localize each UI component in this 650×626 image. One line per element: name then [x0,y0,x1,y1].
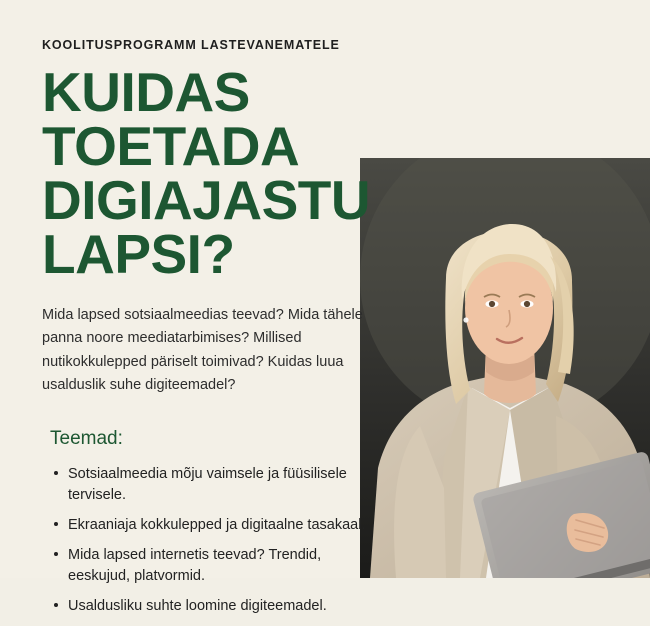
list-item: Mida lapsed internetis teevad? Trendid, eeskujud, platvormid. [68,545,368,587]
poster-content [42,38,462,626]
list-item: Usaldusliku suhte loomine digiteemadel. [68,596,368,617]
intro-paragraph: Mida lapsed sotsiaalmeedias teevad? Mida tähele panna noore meediatarbimises? Millised nutikokkulepped päriselt toimivad? Kuidas luua usalduslik suhe digiteemadel? [42,306,363,394]
list-item: Ekraaniaja kokkulepped ja digitaalne tasakaal. [68,515,368,536]
topics-heading: Teemad: [50,427,123,449]
eyebrow-text: KOOLITUSPROGRAMM LASTEVANEMATELE [42,38,340,52]
topics-list [42,464,462,617]
list-item: Sotsiaalmeedia mõju vaimsele ja füüsilisele tervisele. [68,464,368,506]
page-title: KUIDAS TOETADA DIGIAJASTU LAPSI? [42,61,371,285]
